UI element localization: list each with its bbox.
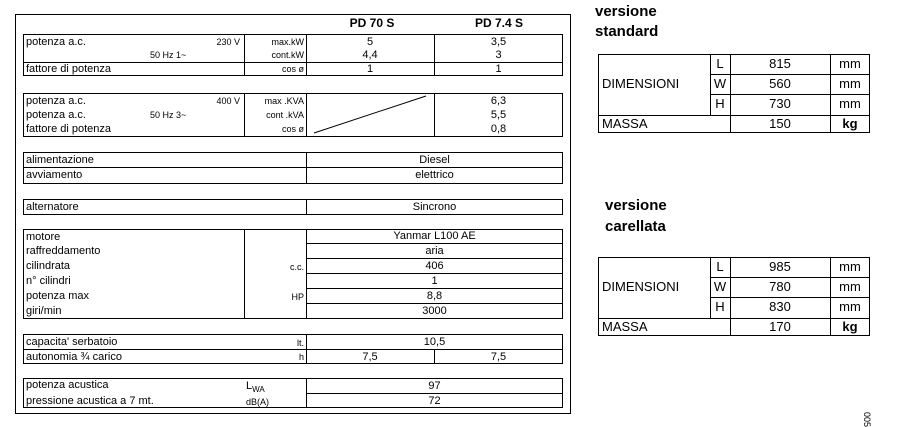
unit-label: c.c. xyxy=(289,262,304,272)
row-label: raffreddamento xyxy=(26,245,101,257)
row-label: cilindrata xyxy=(26,260,71,272)
value-pd70: 4,4 xyxy=(362,49,378,61)
row-label: fattore di potenza xyxy=(26,63,112,75)
unit-label: max.kW xyxy=(271,37,304,47)
unit-label: cont .kVA xyxy=(266,110,304,120)
unit-label-lwa: $L_{WA}$ xyxy=(246,380,265,395)
frequency-label: 50 Hz 1~ xyxy=(150,50,187,60)
row-label: potenza a.c. xyxy=(26,36,86,48)
value-shared: Yanmar L100 AE xyxy=(393,230,476,242)
value-shared: elettrico xyxy=(415,169,454,181)
dim-value: 815 xyxy=(769,56,791,71)
value-shared: 406 xyxy=(425,260,444,272)
row-label: potenza max xyxy=(26,290,89,302)
dim-key: L xyxy=(716,56,724,71)
dim-key: L xyxy=(716,259,724,274)
unit-label: cos ø xyxy=(281,124,304,134)
unit-label: max .KVA xyxy=(264,96,304,106)
value-shared: 8,8 xyxy=(426,290,443,302)
value-pd74: 1 xyxy=(495,63,502,75)
row-label: autonomia ¾ carico xyxy=(26,351,122,363)
voltage-label: 400 V xyxy=(216,96,240,106)
value-shared: 10,5 xyxy=(423,336,446,348)
value-pd70: 5 xyxy=(366,36,374,48)
row-label: pressione acustica a 7 mt. xyxy=(26,395,154,407)
value-pd74: 3,5 xyxy=(490,36,507,48)
dimension-label: DIMENSIONI xyxy=(602,76,680,91)
value-pd74: 7,5 xyxy=(490,351,507,363)
mass-unit: kg xyxy=(842,319,858,334)
dim-unit: mm xyxy=(839,96,861,111)
unit-label: dB(A) xyxy=(246,397,270,407)
mass-value: 150 xyxy=(769,116,791,131)
dim-unit: mm xyxy=(839,259,861,274)
row-label: potenza a.c. xyxy=(26,109,86,121)
row-label: avviamento xyxy=(26,169,83,181)
dim-key: W xyxy=(713,76,727,91)
mass-value: 170 xyxy=(769,319,791,334)
row-label: alimentazione xyxy=(26,154,94,166)
row-label: n° cilindri xyxy=(26,275,71,287)
dim-value: 985 xyxy=(769,259,791,274)
dim-value: 830 xyxy=(769,299,791,314)
value-pd70: 1 xyxy=(366,63,374,75)
row-label: alternatore xyxy=(26,201,79,213)
value-shared: 72 xyxy=(428,395,441,407)
mass-label: MASSA xyxy=(602,319,648,334)
row-label: capacita' serbatoio xyxy=(26,336,118,348)
row-label: fattore di potenza xyxy=(26,123,112,135)
unit-label: HP xyxy=(291,292,304,302)
mass-label: MASSA xyxy=(602,116,648,131)
value-shared: Sincrono xyxy=(412,201,457,213)
dimension-label: DIMENSIONI xyxy=(602,279,680,294)
value-pd74: 5,5 xyxy=(490,109,507,121)
dim-unit: mm xyxy=(839,279,861,294)
voltage-label: 230 V xyxy=(216,37,240,47)
row-label: motore xyxy=(26,231,61,243)
dim-unit: mm xyxy=(839,56,861,71)
dim-unit: mm xyxy=(839,76,861,91)
value-shared: 97 xyxy=(428,380,441,392)
col-header-pd74: PD 7.4 S xyxy=(474,16,524,30)
row-label: potenza acustica xyxy=(26,379,109,391)
not-applicable-slash xyxy=(306,93,434,137)
unit-label: h xyxy=(298,352,304,362)
col-header-pd70: PD 70 S xyxy=(349,16,395,30)
value-pd70: 7,5 xyxy=(362,351,378,363)
frequency-label: 50 Hz 3~ xyxy=(150,110,187,120)
unit-label: cont.kW xyxy=(271,50,304,60)
dim-value: 560 xyxy=(769,76,791,91)
dim-value: 730 xyxy=(769,96,791,111)
row-label: giri/min xyxy=(26,305,62,317)
standard-title-2: standard xyxy=(595,23,659,40)
unit-label: lt. xyxy=(296,338,304,348)
row-label: potenza a.c. xyxy=(26,95,86,107)
dim-value: 780 xyxy=(769,279,791,294)
value-pd74: 0,8 xyxy=(490,123,507,135)
carellata-title-1: versione xyxy=(605,197,667,214)
value-pd74: 3 xyxy=(495,49,502,61)
value-shared: aria xyxy=(425,245,444,257)
page-code: 005 xyxy=(862,412,872,427)
dim-key: H xyxy=(715,299,725,314)
mass-unit: kg xyxy=(842,116,858,131)
dim-key: W xyxy=(713,279,727,294)
dim-key: H xyxy=(715,96,725,111)
unit-label: cos ø xyxy=(281,64,304,74)
dim-unit: mm xyxy=(839,299,861,314)
value-pd74: 6,3 xyxy=(490,95,507,107)
value-shared: 1 xyxy=(431,275,438,287)
value-shared: 3000 xyxy=(422,305,447,317)
carellata-title-2: carellata xyxy=(605,218,666,235)
standard-title-1: versione xyxy=(595,3,657,20)
value-shared: Diesel xyxy=(419,154,450,166)
